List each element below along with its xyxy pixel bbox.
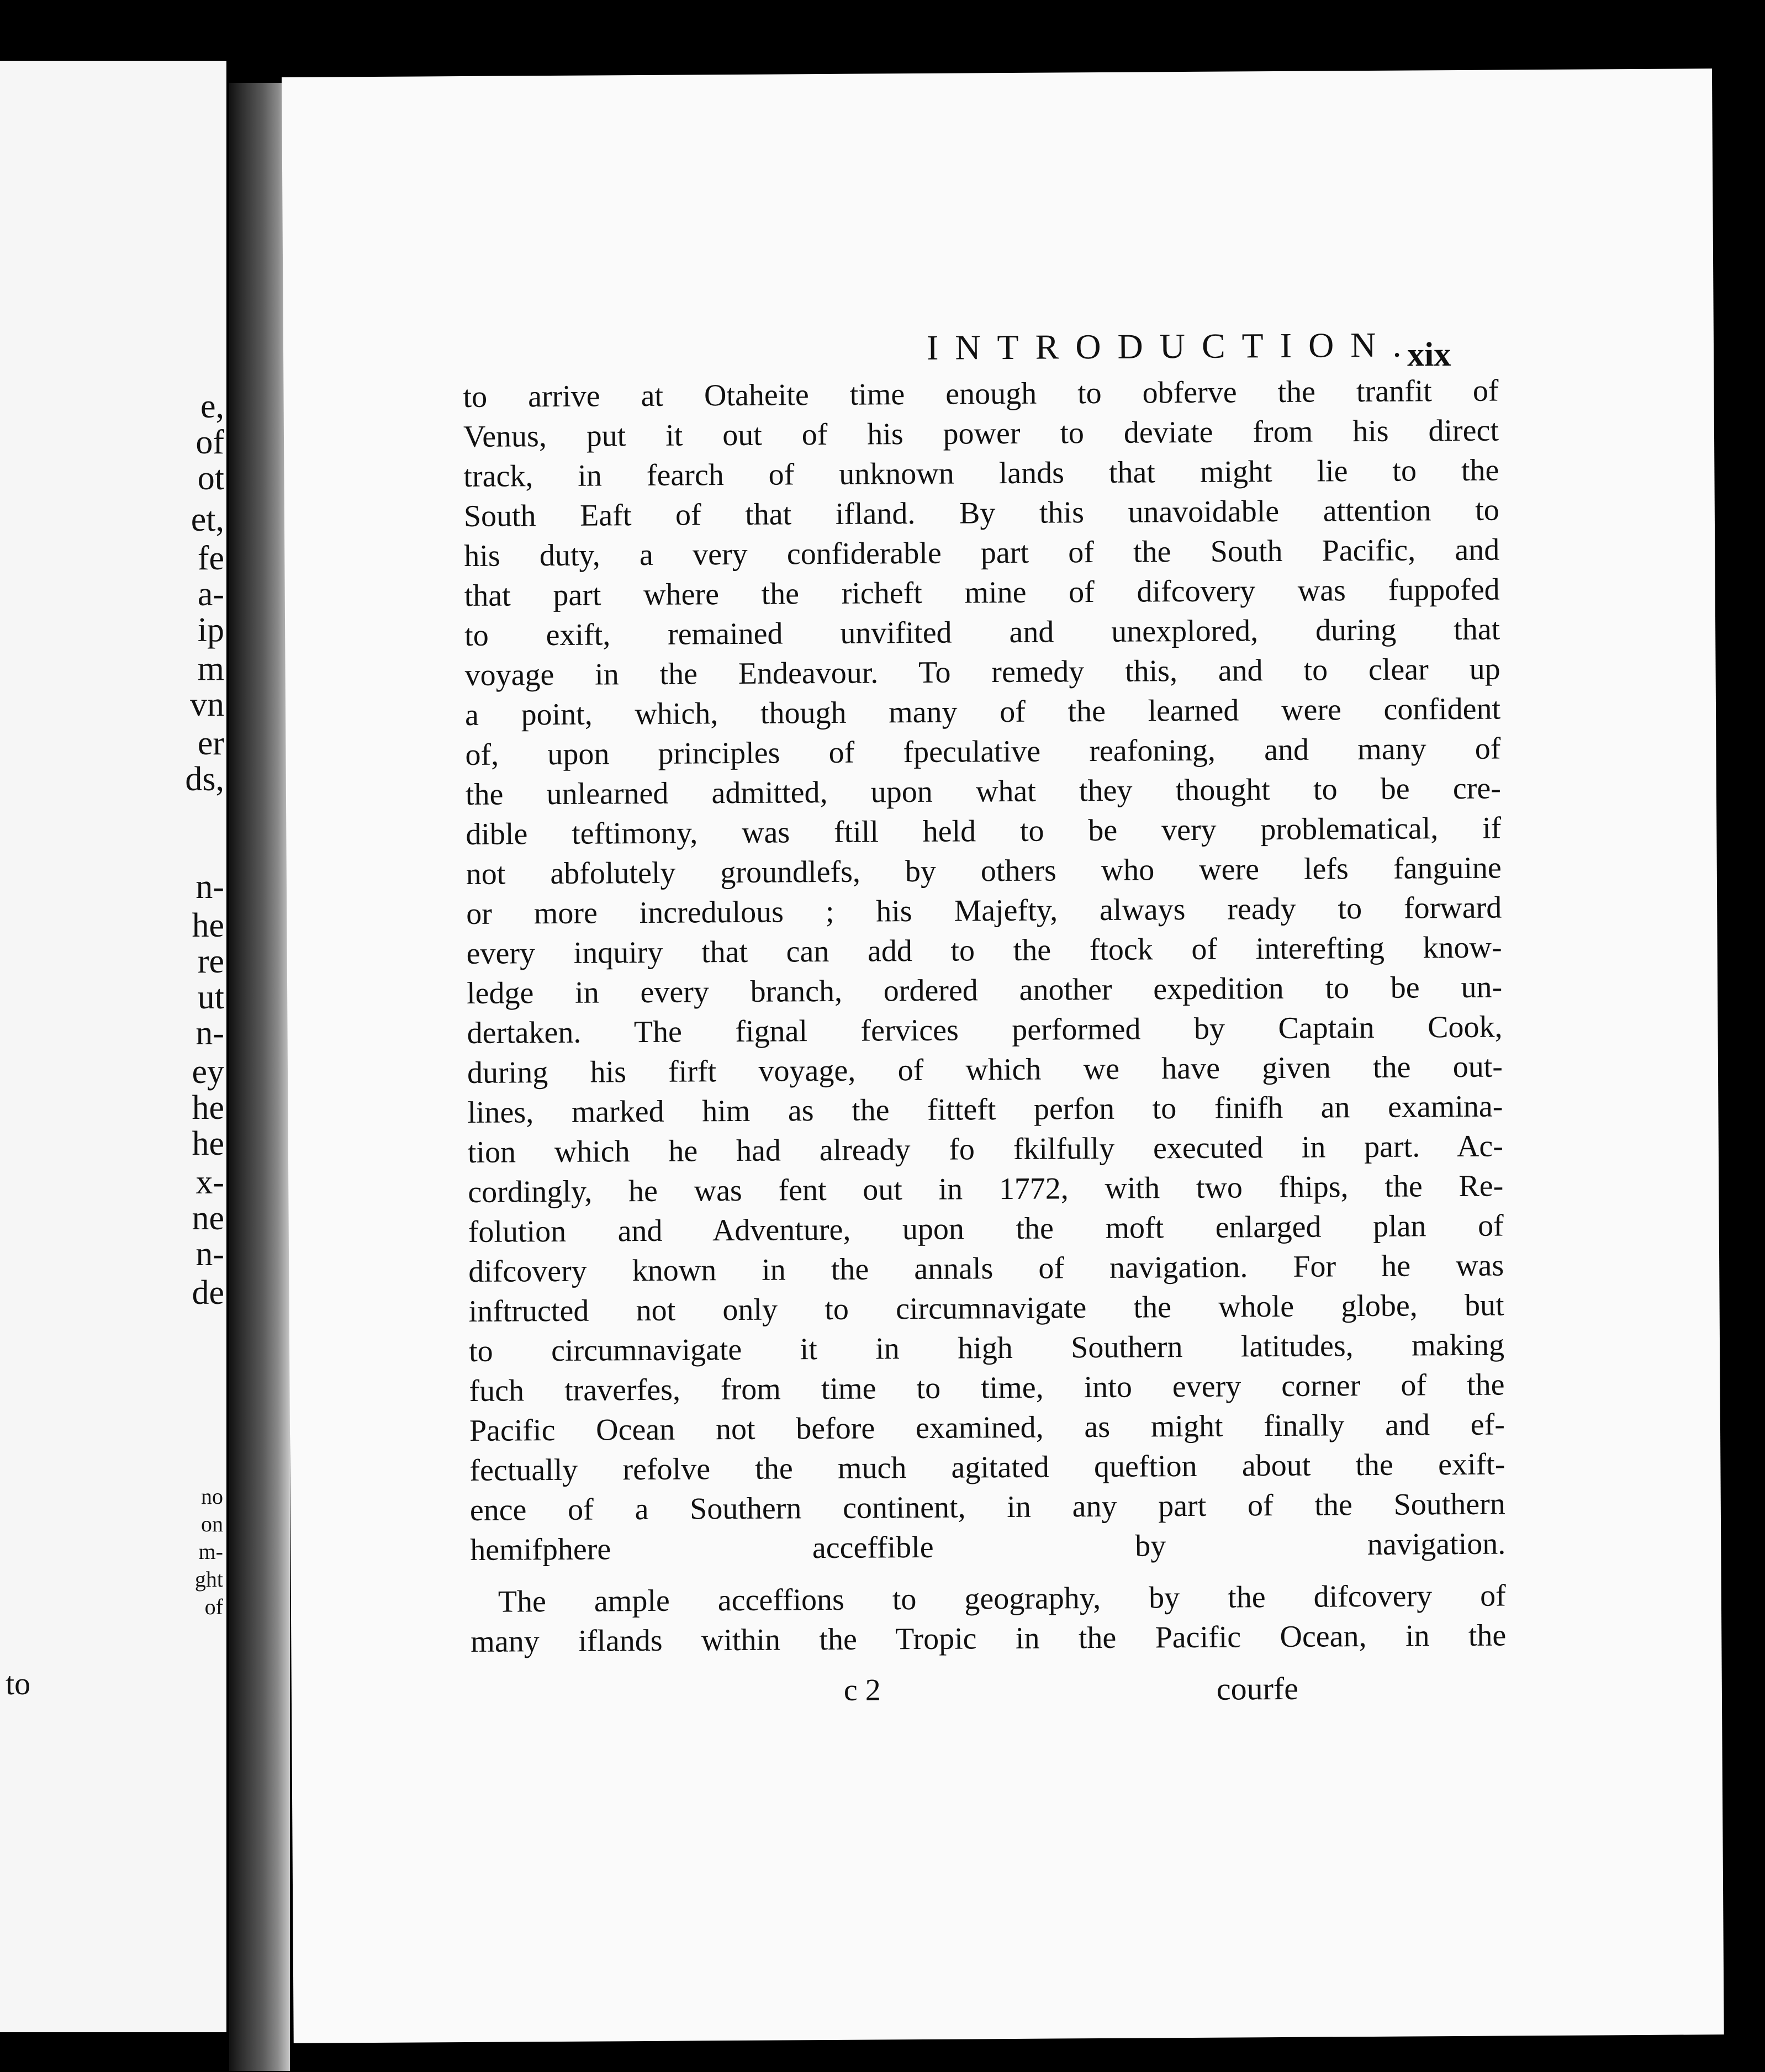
text-line: to circumnavigate it in high Southern latitudes, making (468, 1328, 1505, 1368)
text-line: difcovery known in the annals of navigation. For he was (468, 1248, 1504, 1289)
footnote-word: m- (198, 1539, 223, 1564)
left-page-bottom-word: to (6, 1666, 31, 1701)
text-line: fectually refolve the much agitated queftion about the exift- (469, 1447, 1505, 1488)
text-line: folution and Adventure, upon the moft enlarged plan of (468, 1208, 1504, 1249)
margin-word: a- (197, 575, 224, 613)
margin-word: n- (195, 1014, 224, 1052)
page-number: xix (1407, 336, 1451, 374)
text-line: a point, which, though many of the learned were confident (464, 691, 1501, 732)
text-line: dertaken. The fignal fervices performed by Captain Cook, (467, 1009, 1503, 1050)
text-line: the unlearned admitted, upon what they thought to be cre- (465, 771, 1502, 812)
text-line: hemifphere acceffible by navigation. (470, 1526, 1506, 1567)
margin-word: n- (195, 868, 224, 906)
margin-word: of (195, 424, 224, 461)
text-line: cordingly, he was fent out in 1772, with two fhips, the Re- (468, 1169, 1504, 1209)
footnote-word: on (201, 1511, 223, 1536)
left-page-fragment (0, 61, 226, 2032)
margin-word: ne (192, 1199, 224, 1237)
text-line: of, upon principles of fpeculative reafoning, and many of (465, 731, 1501, 772)
text-line: not abfolutely groundlefs, by others who were lefs fanguine (466, 850, 1502, 891)
margin-word: de (192, 1274, 224, 1312)
margin-word: ip (197, 611, 224, 649)
margin-word: m (197, 650, 224, 688)
text-line: voyage in the Endeavour. To remedy this, and to clear up (464, 652, 1500, 693)
margin-word: x- (195, 1164, 224, 1201)
margin-word: er (197, 725, 224, 762)
text-line: his duty, a very confiderable part of the South Pacific, and (464, 532, 1500, 573)
running-head: INTRODUCTION. (926, 325, 1418, 367)
margin-word: he (192, 907, 224, 944)
margin-word: ey (192, 1053, 224, 1091)
margin-word: he (192, 1089, 224, 1127)
text-line: during his firft voyage, of which we have given the out- (467, 1049, 1503, 1090)
margin-word: fe (197, 540, 224, 577)
margin-word: n- (195, 1235, 224, 1273)
text-line: to exift, remained unvifited and unexplored, during that (464, 612, 1500, 653)
margin-word: ds, (185, 760, 224, 798)
text-line: Pacific Ocean not before examined, as might finally and ef- (469, 1407, 1505, 1448)
text-line: that part where the richeft mine of difcovery was fuppofed (464, 572, 1500, 613)
paragraph (471, 1576, 1507, 1662)
text-line: tion which he had already fo fkilfully executed in part. Ac- (467, 1129, 1504, 1170)
footnote-word: of (204, 1594, 223, 1619)
signature-mark: c 2 (843, 1673, 881, 1708)
text-line: Venus, put it out of his power to deviate from his direct (463, 413, 1499, 454)
margin-word: et, (191, 501, 224, 538)
text-line: lines, marked him as the fitteft perfon to finifh an examina- (467, 1089, 1503, 1130)
text-line: ence of a Southern continent, in any part of the Southern (469, 1487, 1506, 1527)
margin-word: vn (190, 686, 224, 723)
text-line: or more incredulous ; his Majefty, always ready to forward (466, 890, 1502, 931)
book-page (282, 68, 1724, 2043)
text-line: The ample acceffions to geography, by the difcovery of (498, 1578, 1507, 1619)
text-line: dible teftimony, was ftill held to be very problematical, if (466, 811, 1502, 852)
text-line: fuch traverfes, from time to time, into every corner of the (469, 1367, 1505, 1408)
text-line: every inquiry that can add to the ftock of interefting know- (466, 930, 1502, 971)
catchword: courfe (1216, 1670, 1299, 1707)
body-text (463, 371, 1506, 1662)
margin-word: ot (197, 459, 224, 497)
text-line: inftructed not only to circumnavigate the whole globe, but (468, 1288, 1504, 1329)
footnote-word: ght (194, 1567, 223, 1592)
text-line: ledge in every branch, ordered another expedition to be un- (466, 970, 1503, 1011)
text-line: track, in fearch of unknown lands that might lie to the (463, 453, 1499, 494)
margin-word: e, (200, 388, 224, 425)
text-line: South Eaft of that ifland. By this unavoidable attention to (463, 493, 1500, 533)
text-line: to arrive at Otaheite time enough to obferve the tranfit of (463, 373, 1499, 415)
margin-word: he (192, 1125, 224, 1162)
paragraph (463, 371, 1505, 1570)
book-gutter-shadow (229, 83, 290, 2071)
footnote-word: no (201, 1484, 223, 1509)
margin-word: re (197, 943, 224, 980)
margin-word: ut (197, 979, 224, 1016)
text-line: many iflands within the Tropic in the Pacific Ocean, in the (471, 1618, 1507, 1659)
